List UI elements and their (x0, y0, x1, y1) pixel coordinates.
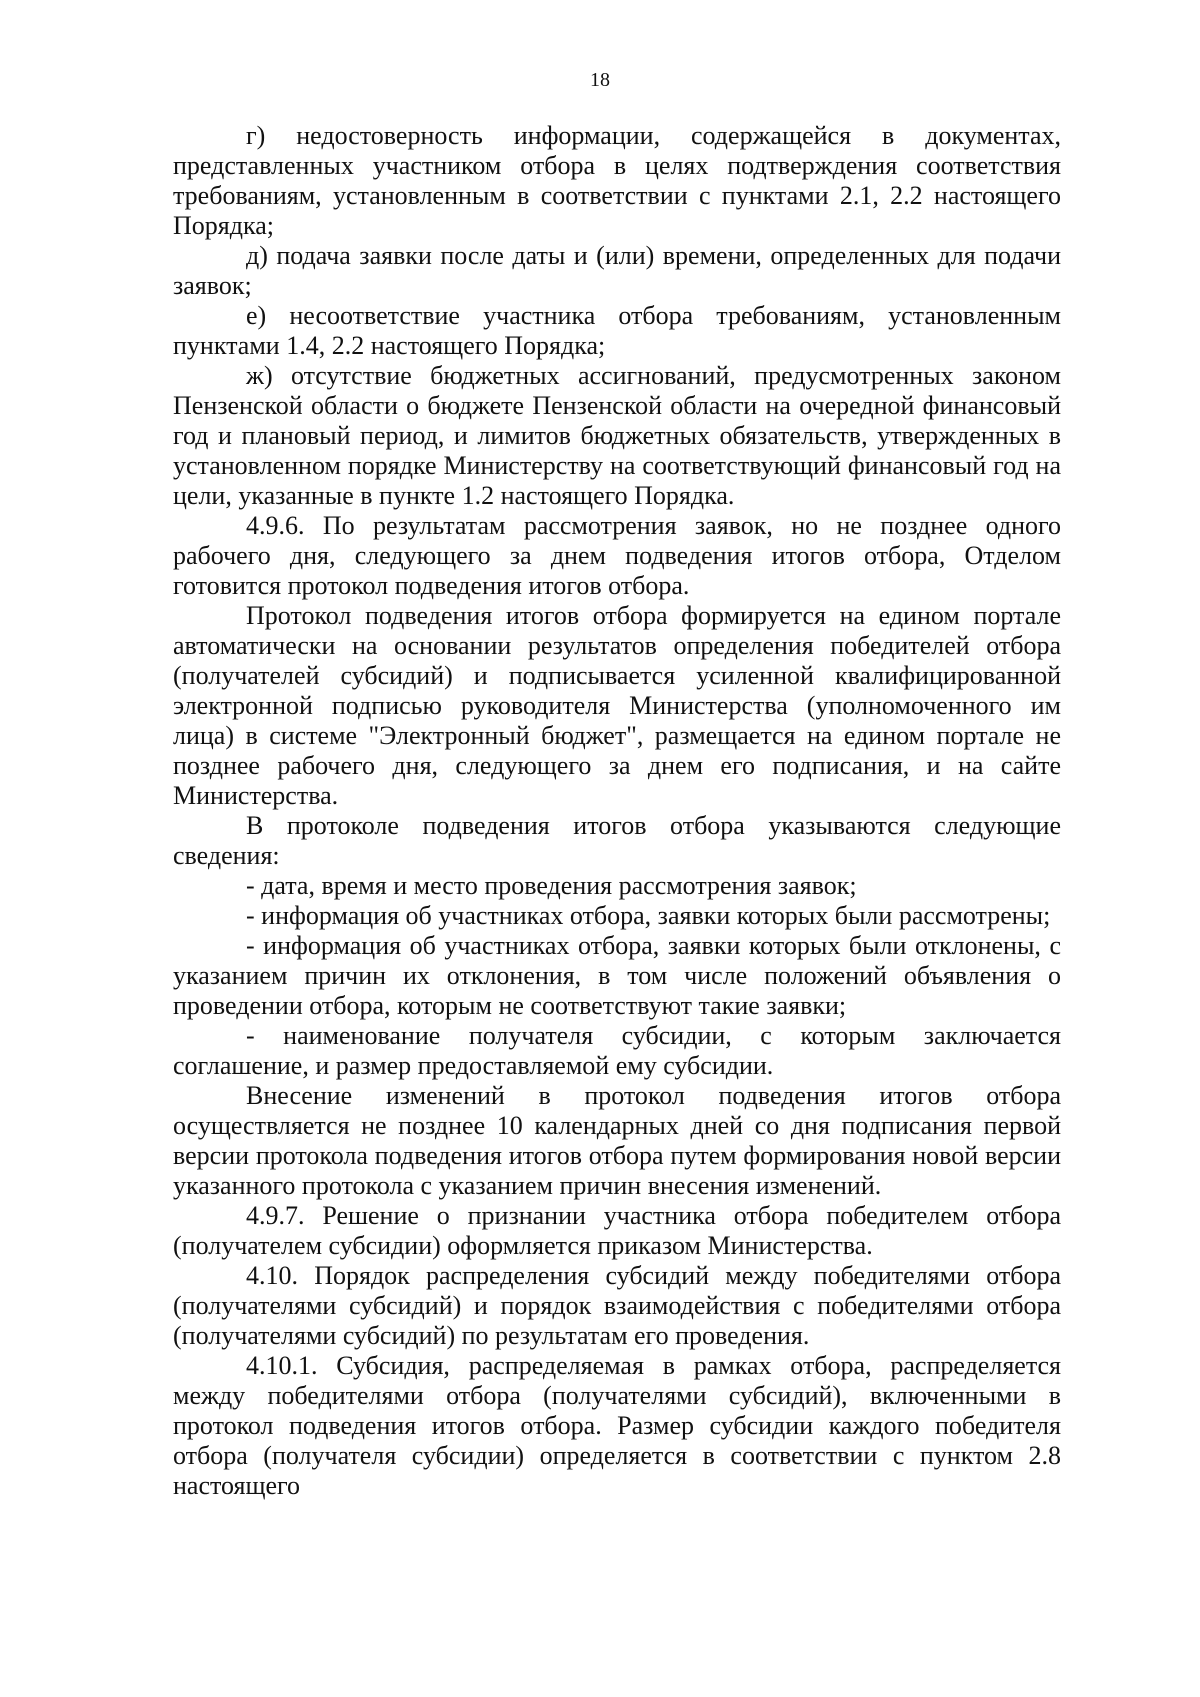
paragraph-protocol-contents: В протоколе подведения итогов отбора указываются следующие сведения: (173, 811, 1061, 870)
paragraph-4-10: 4.10. Порядок распределения субсидий между победителями отбора (получателями субсидий) и порядок взаимодействия с победителями отбора (получателями субсидий) по результатам его проведения. (173, 1261, 1061, 1350)
list-item-recipient: - наименование получателя субсидии, с которым заключается соглашение, и размер предоставляемой ему субсидии. (173, 1021, 1061, 1080)
paragraph-item-g: г) недостоверность информации, содержащейся в документах, представленных участником отбора в целях подтверждения соответствия требованиям, установленным в соответствии с пунктами 2.1, 2.2 настоящего Порядка; (173, 121, 1061, 240)
list-item-considered: - информация об участниках отбора, заявки которых были рассмотрены; (246, 901, 1051, 930)
paragraph-item-e: е) несоответствие участника отбора требованиям, установленным пунктами 1.4, 2.2 настоящего Порядка; (173, 301, 1061, 360)
paragraph-item-d: д) подача заявки после даты и (или) времени, определенных для подачи заявок; (173, 241, 1061, 300)
list-item-date-time: - дата, время и место проведения рассмотрения заявок; (246, 871, 857, 900)
paragraph-4-10-1: 4.10.1. Субсидия, распределяемая в рамках отбора, распределяется между победителями отбора (получателями субсидий), включенными в протокол подведения итогов отбора. Размер субсидии каждого победителя отбора (получателя субсидии) определяется в соответствии с пунктом 2.8 настоящего (173, 1351, 1061, 1500)
paragraph-protocol-formation: Протокол подведения итогов отбора формируется на едином портале автоматически на основании результатов определения победителей отбора (получателей субсидий) и подписывается усиленной квалифицированной электронной подписью руководителя Министерства (уполномоченного им лица) в системе "Электронный бюджет", размещается на едином портале не позднее рабочего дня, следующего за днем его подписания, и на сайте Министерства. (173, 601, 1061, 810)
list-item-rejected: - информация об участниках отбора, заявки которых были отклонены, с указанием причин их отклонения, в том числе положений объявления о проведении отбора, которым не соответствуют такие заявки; (173, 931, 1061, 1020)
paragraph-4-9-6: 4.9.6. По результатам рассмотрения заявок, но не позднее одного рабочего дня, следующего за днем подведения итогов отбора, Отделом готовится протокол подведения итогов отбора. (173, 511, 1061, 600)
paragraph-4-9-7: 4.9.7. Решение о признании участника отбора победителем отбора (получателем субсидии) оформляется приказом Министерства. (173, 1201, 1061, 1260)
document-body (173, 121, 1061, 1501)
page-number: 18 (590, 69, 610, 91)
paragraph-protocol-changes: Внесение изменений в протокол подведения итогов отбора осуществляется не позднее 10 календарных дней со дня подписания первой версии протокола подведения итогов отбора путем формирования новой версии указанного протокола с указанием причин внесения изменений. (173, 1081, 1061, 1200)
paragraph-item-zh: ж) отсутствие бюджетных ассигнований, предусмотренных законом Пензенской области о бюджете Пензенской области на очередной финансовый год и плановый период, и лимитов бюджетных обязательств, утвержденных в установленном порядке Министерству на соответствующий финансовый год на цели, указанные в пункте 1.2 настоящего Порядка. (173, 361, 1061, 510)
